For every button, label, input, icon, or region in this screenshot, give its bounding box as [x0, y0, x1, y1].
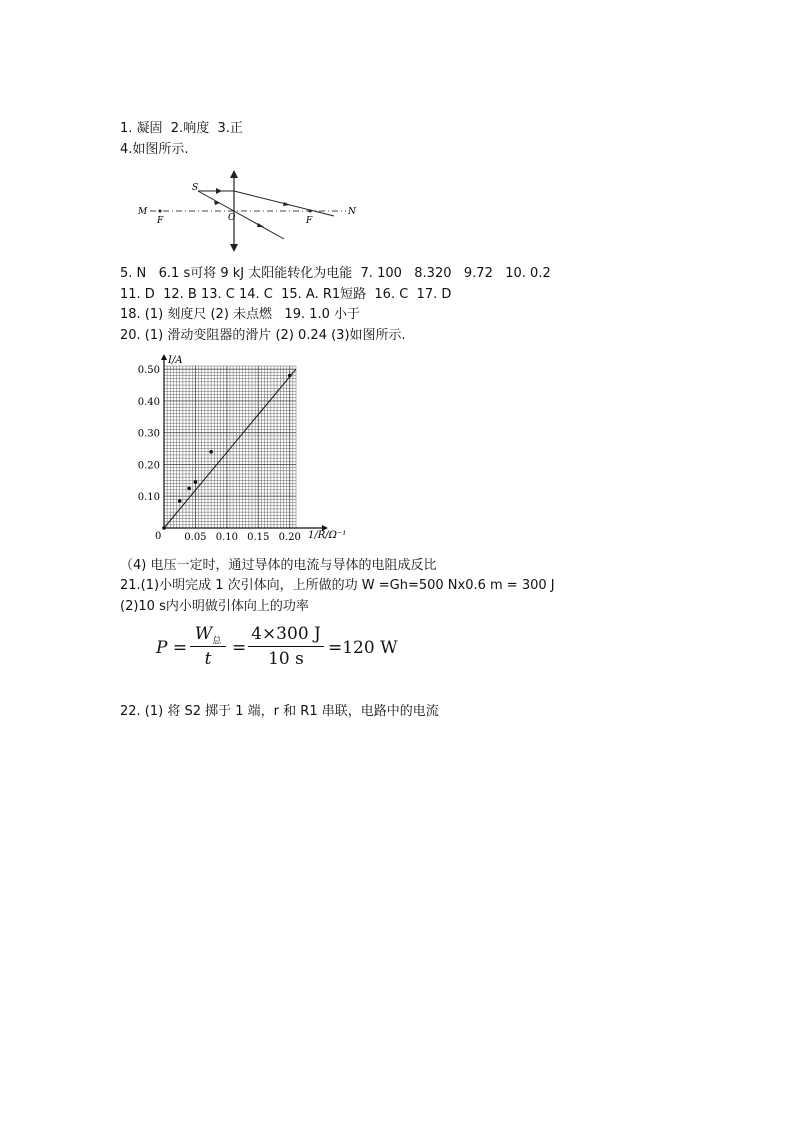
- current-vs-reciprocal-resistance-chart: [120, 352, 360, 547]
- data-point: [162, 526, 166, 530]
- data-point: [187, 486, 191, 490]
- data-point: [178, 499, 182, 503]
- lens-arrow-bottom: [230, 244, 238, 252]
- data-point: [209, 450, 213, 454]
- y-tick-label: 0.50: [137, 365, 160, 377]
- label-f-right: F: [306, 216, 313, 226]
- y-tick-label: 0.10: [137, 492, 160, 504]
- fraction-2-numerator: 4×300 J: [251, 624, 321, 644]
- fraction-1: [190, 622, 226, 671]
- x-tick-label: 0.05: [184, 532, 207, 543]
- origin-label: 0: [155, 531, 162, 542]
- answer-line-6: 20. (1) 滑动变阻器的滑片 (2) 0.24 (3)如图所示.: [120, 328, 406, 343]
- fraction-1-denominator: t: [204, 649, 212, 669]
- y-axis-label: I/A: [168, 355, 183, 366]
- answer-line-3: 5. N 6.1 s可将 9 kJ 太阳能转化为电能 7. 100 8.320 9.72 10. 0.2: [120, 266, 551, 281]
- fraction-2-denominator: 10 s: [268, 649, 304, 669]
- label-n: N: [348, 207, 356, 217]
- fraction-1-numerator-sub: 总: [212, 636, 222, 647]
- y-tick-label: 0.20: [137, 460, 160, 472]
- data-point: [288, 374, 292, 378]
- answer-line-2: 4.如图所示.: [120, 142, 189, 157]
- label-s: S: [192, 183, 199, 193]
- x-tick-label: 0.10: [215, 532, 238, 543]
- y-tick-label: 0.30: [137, 428, 160, 440]
- power-formula: [150, 622, 398, 678]
- answer-line-1: 1. 凝固 2.响度 3.正: [120, 121, 243, 136]
- answer-line-10: 22. (1) 将 S2 掷于 1 端，r 和 R1 串联，电路中的电流: [120, 704, 439, 719]
- answer-line-7: （4) 电压一定时，通过导体的电流与导体的电阻成反比: [120, 558, 437, 573]
- label-o: O: [228, 213, 236, 223]
- focal-point-left: [159, 210, 162, 213]
- lens-ray-diagram: [134, 166, 364, 256]
- ray-center: [198, 191, 284, 239]
- formula-equals: =: [232, 638, 247, 658]
- x-tick-label: 0.20: [278, 532, 301, 543]
- fraction-2: [248, 622, 324, 671]
- arrow-1: [216, 188, 222, 194]
- answer-line-4: 11. D 12. B 13. C 14. C 15. A. R1短路 16. C 17. D: [120, 287, 452, 302]
- arrow-4: [257, 223, 264, 227]
- answer-line-8: 21.(1)小明完成 1 次引体向，上所做的功 W =Gh=500 Nx0.6 m = 300 J: [120, 578, 555, 593]
- chart-ticks: [138, 365, 301, 543]
- formula-lhs: P =: [156, 638, 188, 658]
- arrow-2: [283, 202, 290, 206]
- formula-result: =120 W: [328, 638, 398, 658]
- lens-arrow-top: [230, 170, 238, 178]
- label-m: M: [138, 207, 148, 217]
- x-axis-label: 1/R/Ω⁻¹: [308, 530, 347, 541]
- answer-line-9: (2)10 s内小明做引体向上的功率: [120, 599, 309, 614]
- y-tick-label: 0.40: [137, 396, 160, 408]
- y-axis-arrow: [161, 354, 167, 360]
- data-point: [194, 480, 198, 484]
- answer-line-5: 18. (1) 刻度尺 (2) 未点燃 19. 1.0 小于: [120, 307, 361, 322]
- x-tick-label: 0.15: [247, 532, 270, 543]
- fraction-1-numerator: W: [194, 624, 213, 644]
- label-f-left: F: [157, 216, 164, 226]
- focal-point-right: [309, 210, 312, 213]
